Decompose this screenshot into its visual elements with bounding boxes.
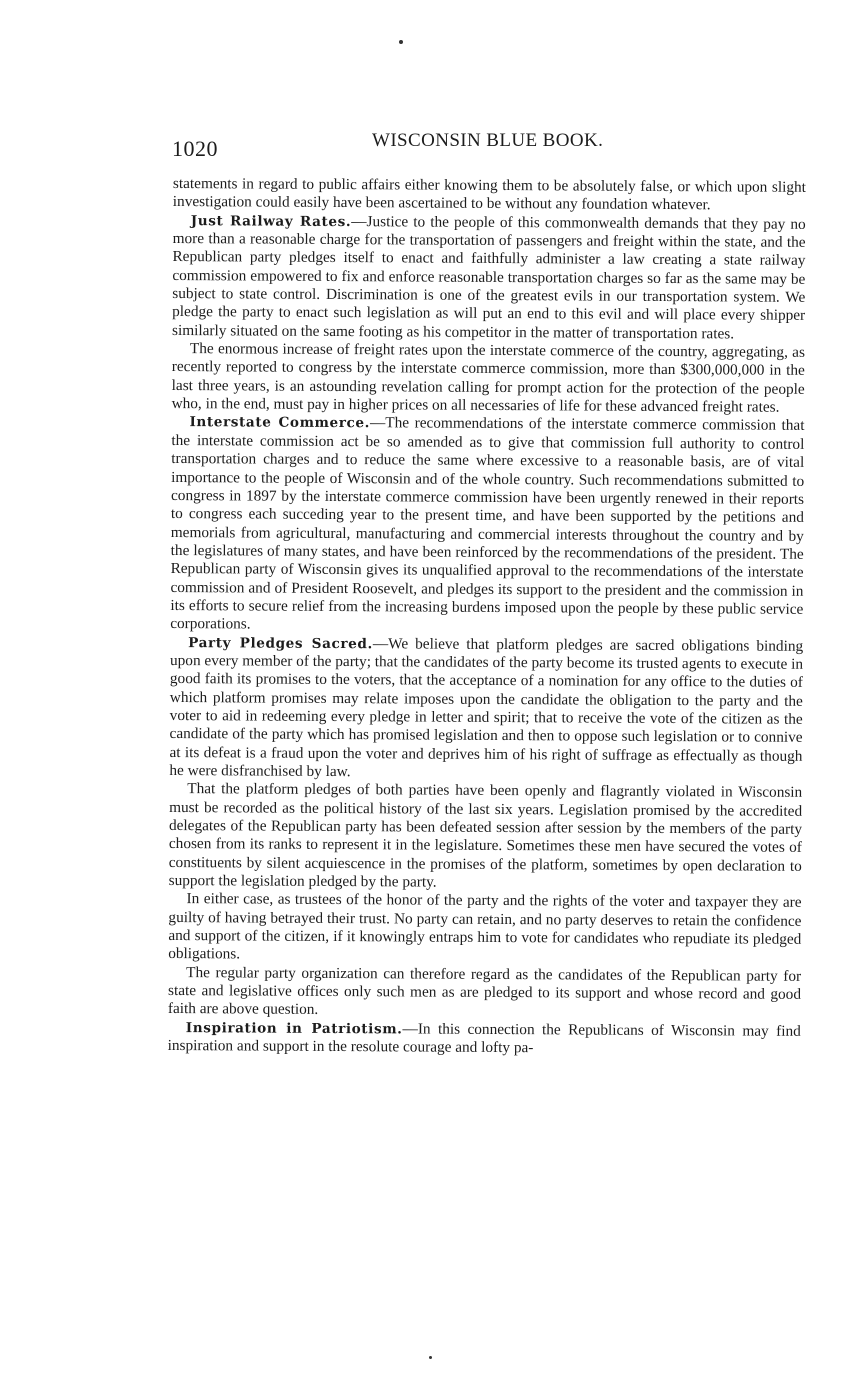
section-heading: Party Pledges Sacred. — [188, 634, 373, 652]
print-speck — [429, 1356, 432, 1359]
paragraph-text: In either case, as trustees of the honor of the party and the rights of the voter and taxpayer they are guilty of having betrayed their trust. No party can retain, and no party deserves to retain the confidence and support of the citizen, if it knowingly entraps him to vote for candidates who repudiate its pledged obligations. — [168, 890, 802, 963]
paragraph — [169, 780, 803, 894]
paragraph-text: —In this connection the Republicans of Wisconsin may find inspiration and support in the resolute courage and lofty pa- — [167, 1020, 801, 1057]
paragraph-text: —We believe that platform pledges are sacred obligations binding upon every member of the party; that the candidates of the party become its trusted agents to execute in good faith its promises to the voters, that the acceptance of a nomination for any office to the duties of which platform promises may relate imposes upon the candidate the obligation to the party and the voter to aid in redeeming every pledge in letter and spirit; that to receive the vote of the citizen as the candidate of the party which has promised legislation and then to oppose such legislation or to connive at its defeat is a fraud upon the voter and deprives him of his right of suffrage as effectually as though he were disfranchised by law. — [169, 634, 804, 781]
paragraph — [169, 634, 803, 785]
paragraph-text: The regular party organization can therefore regard as the candidates of the Republican party for state and legislative offices only such men as are pledged to its support and whose record and good faith are above question. — [167, 963, 802, 1019]
paragraph-text: statements in regard to public affairs either knowing them to be absolutely false, or which upon slight investigation could easily have been ascertained to be without any foundation whatever. — [172, 175, 806, 214]
print-speck — [399, 40, 403, 44]
section-heading: Inspiration in Patriotism. — [185, 1019, 403, 1038]
paragraph-text: The enormous increase of freight rates upon the interstate commerce of the country, aggregating, as recently reported to congress by the interstate commerce commission, more than $300,000,000 in the last three years, is an astounding revelation calling for prompt action for the protection of the people who, in the end, must pay in higher prices on all necessaries of life for these advanced freight rates. — [171, 340, 805, 416]
running-head: WISCONSIN BLUE BOOK. — [372, 130, 604, 151]
body-text — [168, 175, 806, 1059]
paragraph — [168, 1019, 801, 1060]
paragraph — [168, 890, 801, 967]
paragraph-text: —Justice to the people of this commonwealth demands that they pay no more than a reasonable charge for the transportation of passengers and freight within the state, and the Republican party pledges itself to enact and faithfully administer a law creating a state railway commission empowered to fix and enforce reasonable transportation charges so far as the same may be subject to state control. Discrimination is one of the greatest evils in our transportation system. We pledge the party to enact such legislation as will put an end to this evil and will place every shipper similarly situated on the same footing as his competitor in the matter of transportation rates. — [171, 212, 806, 343]
paragraph — [172, 212, 806, 344]
page-number: 1020 — [172, 136, 218, 161]
paragraph — [170, 413, 804, 637]
page-header — [172, 130, 822, 164]
paragraph — [172, 340, 805, 417]
paragraph-text: —The recommendations of the interstate commerce commission that the interstate commission act be so amended as to give that commission full authority to control transportation charges and to reduce the same where excessive to a reasonable basis, are of vital importance to the people of Wisconsin and of the whole country. Such recommendations submitted to congress in 1897 by the interstate commerce commission have been urgently renewed in their reports to congress each succeding year to the present time, and have been supported by the petitions and memorials from agricultural, manufacturing and commercial interests throughout the country and by the legislatures of many states, and have been reinforced by the recommendations of the president. The Republican party of Wisconsin gives its unqualified approval to the recommendations of the interstate commission and of President Roosevelt, and pledges its support to the president and the commission in its efforts to secure relief from the increasing burdens imposed upon the people by these public service corporations. — [170, 414, 805, 633]
section-heading: Just Railway Rates. — [190, 212, 352, 230]
paragraph — [168, 964, 801, 1023]
section-heading: Interstate Commerce. — [189, 414, 371, 432]
paragraph — [173, 175, 806, 216]
paragraph-text: That the platform pledges of both parties have been openly and flagrantly violated in Wisconsin must be recorded as the political history of the last six years. Legislation promised by the accredited delegates of the Republican party has been defeated session after session by the members of the party chosen from its ranks to represent it in the legislature. Sometimes these men have secured the votes of constituents by silent acquiescence in the promises of the platform, sometimes by open declaration to support the legislation pledged by the party. — [168, 780, 803, 891]
